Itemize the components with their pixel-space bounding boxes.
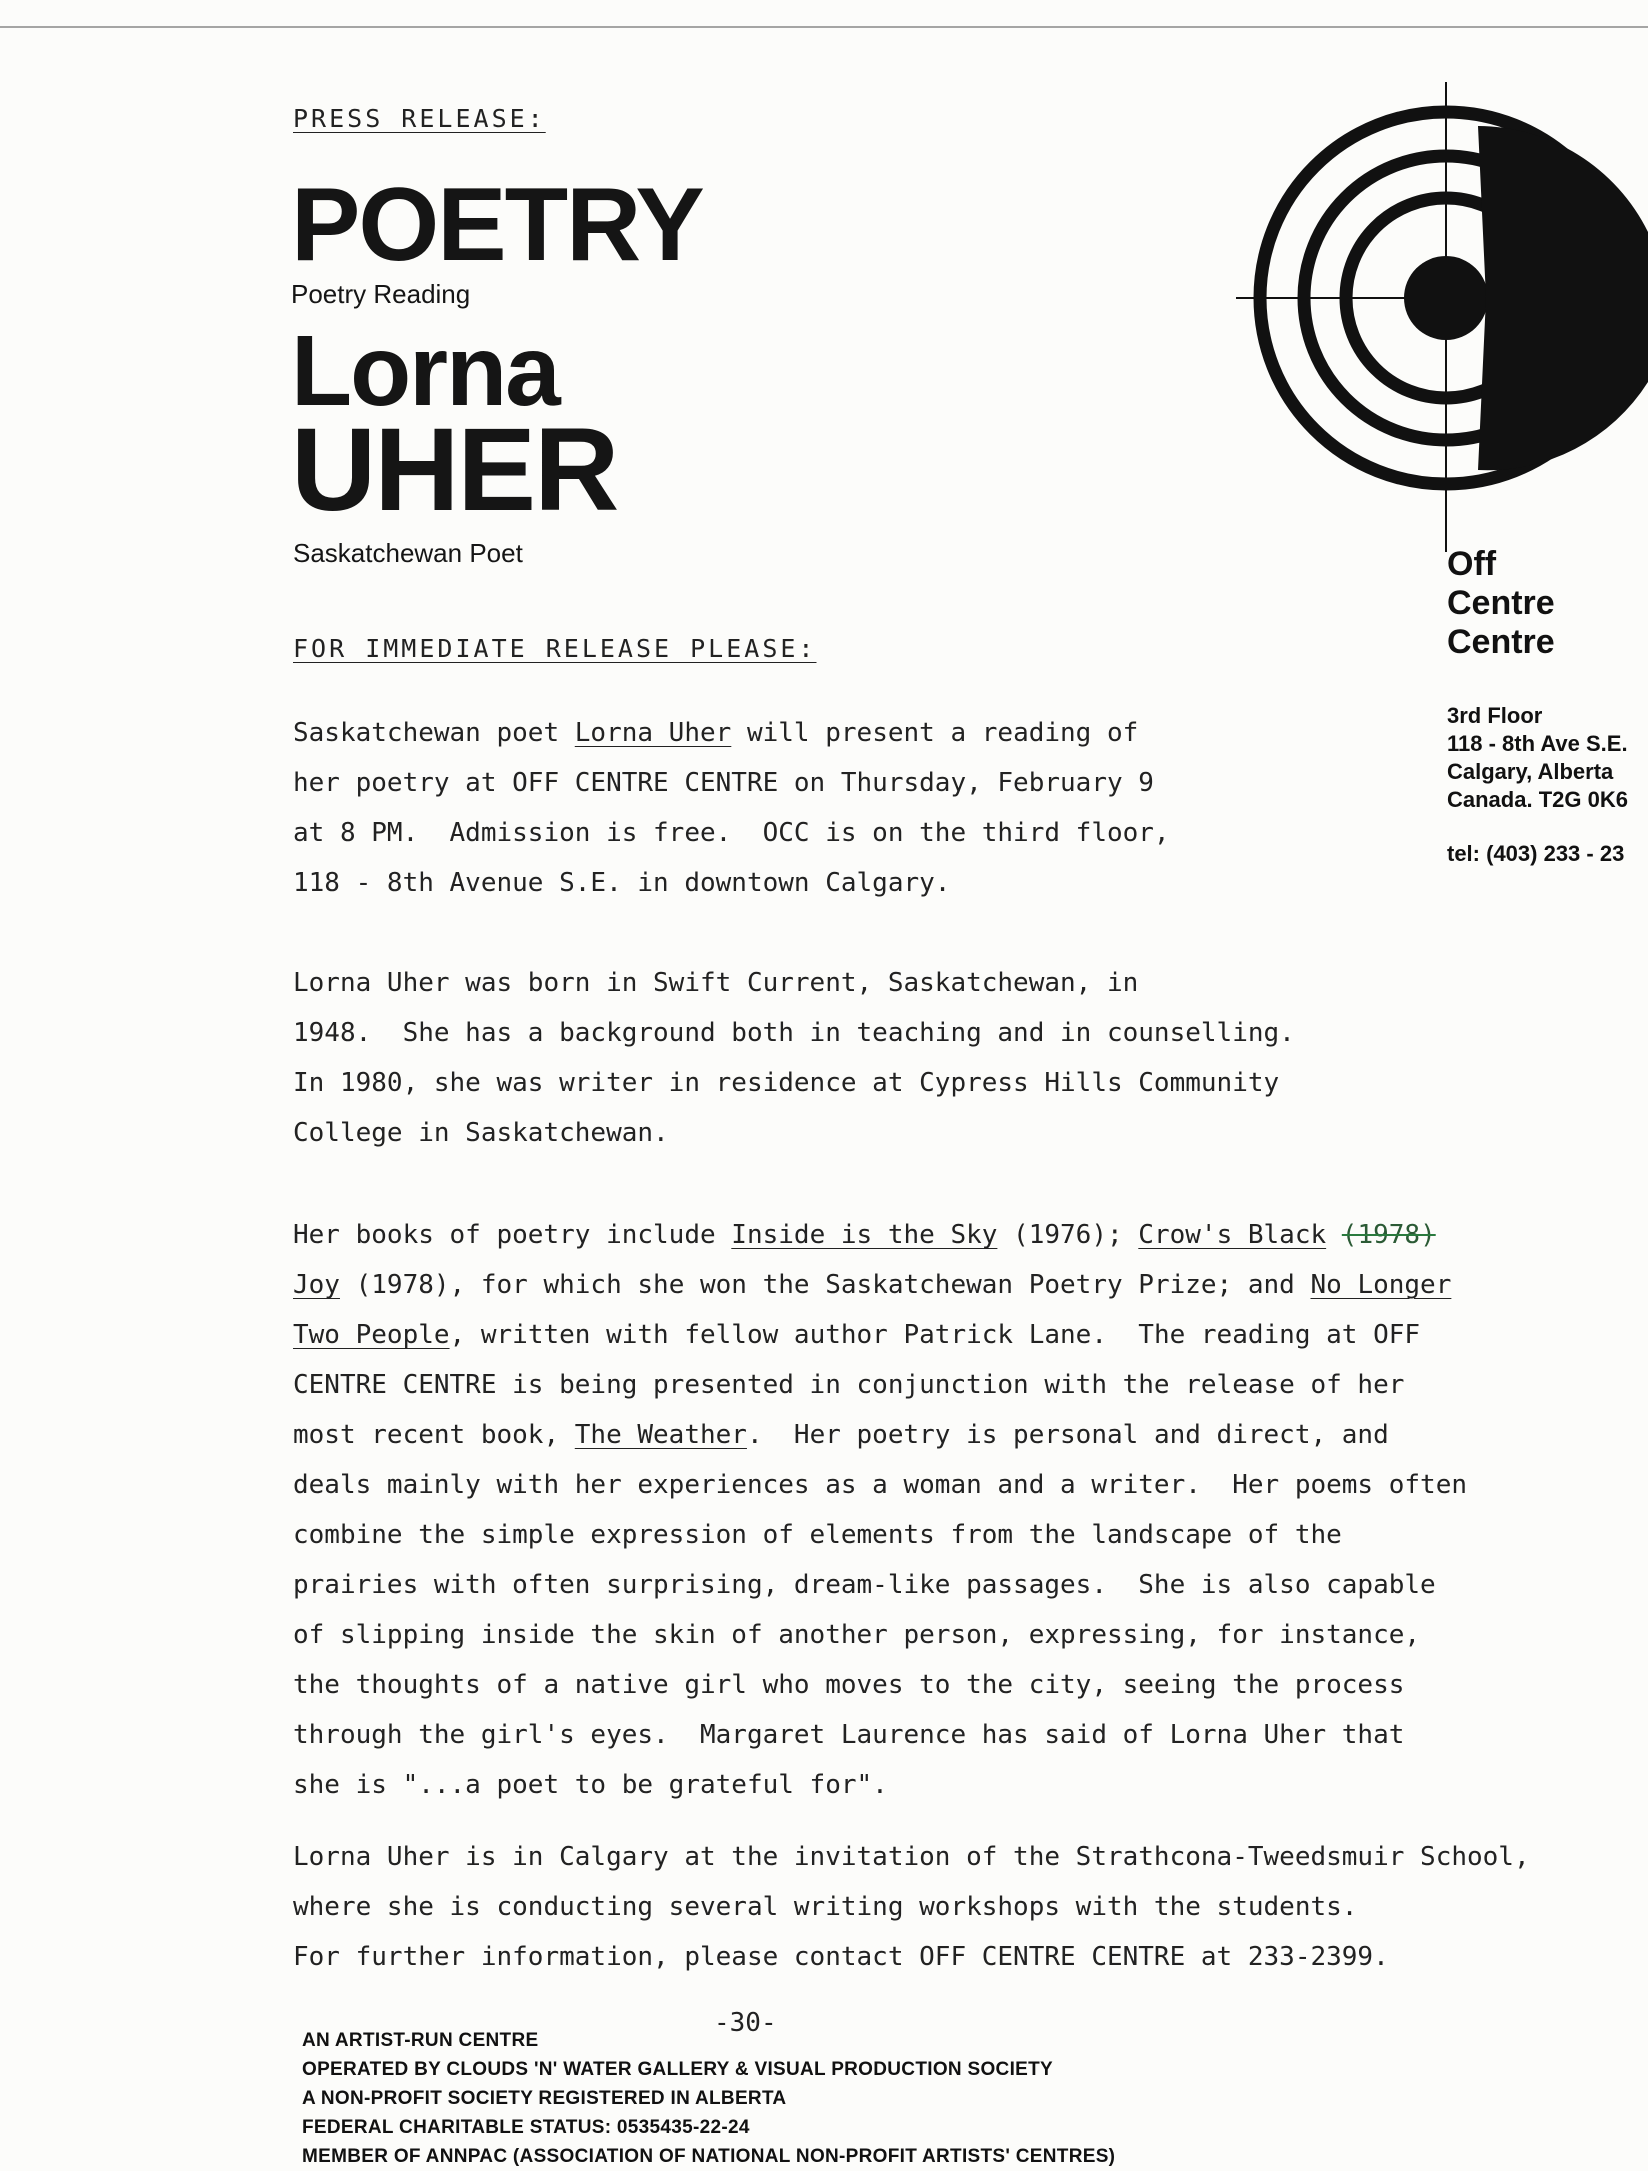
body-line: she is "...a poet to be grateful for".: [293, 1770, 888, 1800]
paragraph-announcement: [293, 708, 1170, 908]
body-line: of slipping inside the skin of another person, expressing, for instance,: [293, 1620, 1421, 1650]
footer-line: FEDERAL CHARITABLE STATUS: 0535435-22-24: [302, 2117, 750, 2138]
body-line: at 8 PM. Admission is free. OCC is on the third floor,: [293, 818, 1170, 848]
footer-line: MEMBER OF ANNPAC (ASSOCIATION OF NATIONAL NON-PROFIT ARTISTS' CENTRES): [302, 2146, 1116, 2167]
page-number: -30-: [714, 2008, 777, 2038]
body-line: CENTRE CENTRE is being presented in conjunction with the release of her: [293, 1370, 1405, 1400]
address-line: Calgary, Alberta: [1447, 759, 1614, 784]
body-line: Lorna Uher is in Calgary at the invitation of the Strathcona-Tweedsmuir School,: [293, 1842, 1530, 1872]
body-line: her poetry at OFF CENTRE CENTRE on Thursday, February 9: [293, 768, 1154, 798]
body-line: Lorna Uher was born in Swift Current, Saskatchewan, in: [293, 968, 1139, 998]
body-line: Her books of poetry include Inside is the Sky (1976); Crow's Black (1978): [293, 1220, 1436, 1250]
address-line: 118 - 8th Ave S.E.: [1447, 731, 1628, 756]
body-line: combine the simple expression of elements from the landscape of the: [293, 1520, 1342, 1550]
off-centre-centre-logo: [1226, 82, 1648, 562]
organization-phone: tel: (403) 233 - 23: [1447, 841, 1625, 866]
body-line: prairies with often surprising, dream-like passages. She is also capable: [293, 1570, 1436, 1600]
body-line: most recent book, The Weather. Her poetry is personal and direct, and: [293, 1420, 1389, 1450]
body-line: Two People, written with fellow author Patrick Lane. The reading at OFF: [293, 1320, 1421, 1350]
paragraph-books: [293, 1210, 1467, 1810]
body-line: 1948. She has a background both in teaching and in counselling.: [293, 1018, 1295, 1048]
body-line: College in Saskatchewan.: [293, 1118, 669, 1148]
address-line: 3rd Floor: [1447, 703, 1543, 728]
press-release-label: PRESS RELEASE:: [293, 104, 546, 133]
body-line: For further information, please contact OFF CENTRE CENTRE at 233-2399.: [293, 1942, 1389, 1972]
event-subtitle: Poetry Reading: [291, 279, 471, 309]
footer-line: AN ARTIST-RUN CENTRE: [302, 2030, 539, 2051]
body-line: through the girl's eyes. Margaret Laurence has said of Lorna Uher that: [293, 1720, 1405, 1750]
body-line: Joy (1978), for which she won the Saskatchewan Poetry Prize; and No Longer: [293, 1270, 1452, 1300]
organization-name: [1447, 545, 1555, 662]
paragraph-contact: [293, 1832, 1530, 1982]
body-line: 118 - 8th Avenue S.E. in downtown Calgary.: [293, 868, 951, 898]
poet-last-name: UHER: [291, 404, 618, 536]
release-label: FOR IMMEDIATE RELEASE PLEASE:: [293, 634, 817, 663]
footer-line: A NON-PROFIT SOCIETY REGISTERED IN ALBERTA: [302, 2088, 787, 2109]
page-top-rule: [0, 26, 1648, 28]
poet-first-name: Lorna: [291, 315, 559, 427]
address-line: Canada. T2G 0K6: [1447, 787, 1628, 812]
event-title: POETRY: [291, 167, 703, 283]
organization-address: [1447, 702, 1628, 814]
body-line: where she is conducting several writing workshops with the students.: [293, 1892, 1358, 1922]
paragraph-biography: [293, 958, 1295, 1158]
poet-tagline: Saskatchewan Poet: [293, 538, 523, 568]
body-line: the thoughts of a native girl who moves to the city, seeing the process: [293, 1670, 1405, 1700]
body-line: In 1980, she was writer in residence at Cypress Hills Community: [293, 1068, 1280, 1098]
footer-line: OPERATED BY CLOUDS 'N' WATER GALLERY & VISUAL PRODUCTION SOCIETY: [302, 2059, 1053, 2080]
body-line: Saskatchewan poet Lorna Uher will present a reading of: [293, 718, 1139, 748]
organization-name-line: Off: [1447, 545, 1497, 583]
organization-name-line: Centre: [1447, 623, 1555, 661]
body-line: deals mainly with her experiences as a woman and a writer. Her poems often: [293, 1470, 1467, 1500]
footer-block: [302, 2026, 1115, 2171]
organization-name-line: Centre: [1447, 584, 1555, 622]
